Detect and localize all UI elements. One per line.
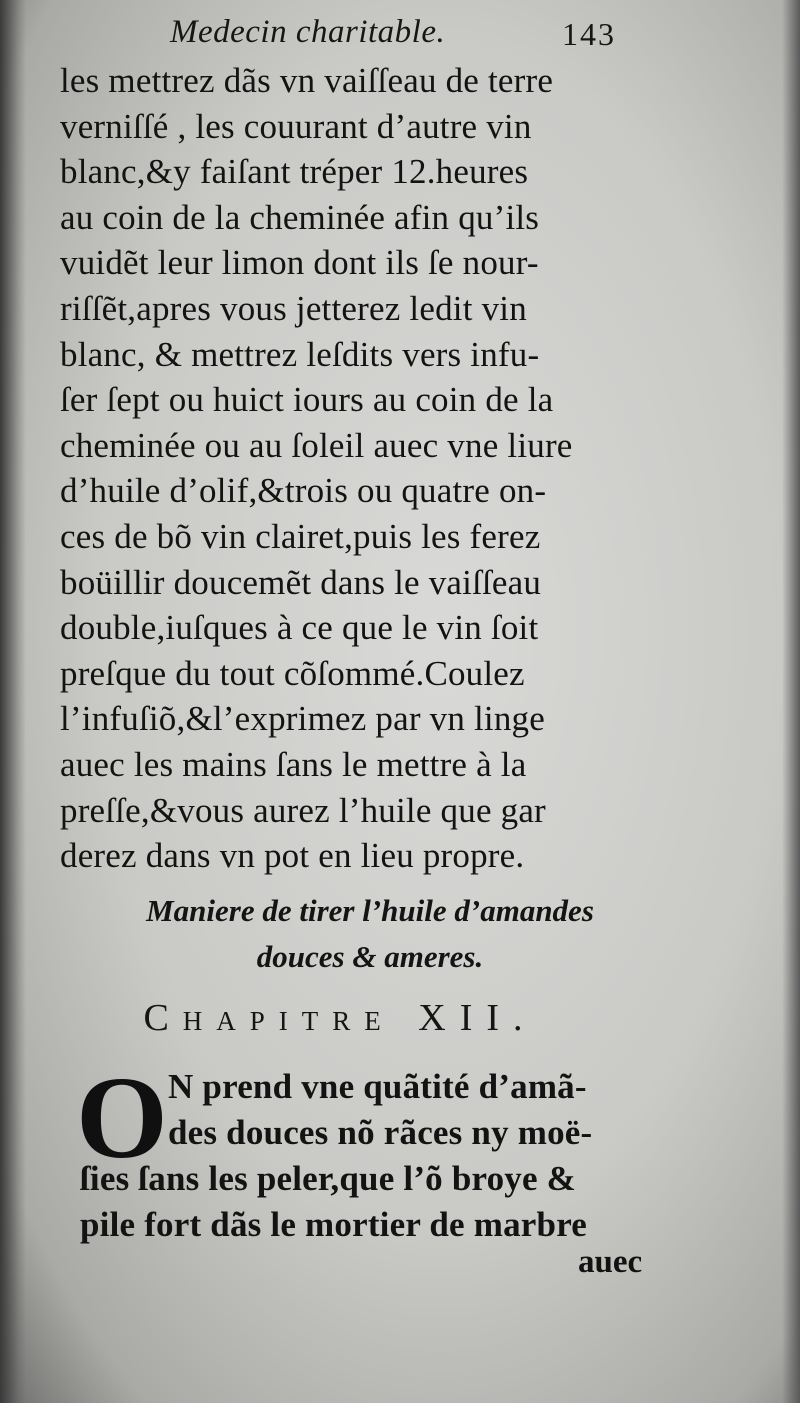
catchword: auec [578, 1244, 643, 1280]
text-line: preſque du tout cõſommé.Coulez [60, 653, 525, 693]
text-line: les mettrez dãs vn vaiſſeau de terre [60, 61, 554, 100]
chapter-number: XII. [418, 997, 537, 1039]
chapter-paragraph-indented [168, 1064, 668, 1155]
text-line: auec les mains ſans le mettre à la [60, 744, 527, 784]
page-edge-shadow [782, 0, 800, 1403]
text-line: blanc, & mettrez leſdits vers infu- [60, 334, 540, 374]
text-line: derez dans vn pot en lieu propre. [60, 836, 525, 876]
drop-cap: O [76, 1052, 168, 1183]
text-line: boüillir doucemẽt dans le vaiſſeau [60, 562, 542, 602]
text-line: au coin de la cheminée afin qu’ils [60, 197, 540, 237]
text-line: verniſſé , les couurant d’autre vin [60, 106, 532, 146]
text-line: pile fort dãs le mortier de marbre [80, 1204, 588, 1244]
page-number: 143 [562, 16, 616, 52]
section-heading-line: douces & ameres. [256, 939, 484, 974]
text-line: vuidẽt leur limon dont ils ſe nour- [60, 243, 539, 283]
text-line: preſſe,&vous aurez l’huile que gar [60, 790, 546, 830]
text-line: l’infuſiõ,&l’exprimez par vn linge [60, 699, 545, 739]
section-heading-line: Maniere de tirer l’huile d’amandes [146, 893, 594, 928]
chapter-paragraph [80, 1156, 670, 1247]
text-line: ſies ſans les peler,que l’õ broye & [80, 1159, 577, 1198]
text-line: blanc,&y faiſant tréper 12.heures [60, 152, 529, 192]
section-heading [60, 888, 680, 980]
text-line: ſer ſept ou huict iours au coin de la [60, 380, 554, 420]
text-line: ces de bõ vin clairet,puis les ferez [60, 516, 541, 556]
text-line: riſſẽt,apres vous jetterez ledit vin [60, 288, 527, 328]
text-line: d’huile d’olif,&trois ou quatre on- [60, 471, 547, 511]
chapter-title [60, 996, 620, 1040]
body-text [60, 58, 660, 879]
text-line: des douces nõ rãces ny moë- [168, 1112, 593, 1152]
text-line: N prend vne quãtité d’amã- [168, 1067, 587, 1106]
text-line: double,iuſques à ce que le vin ſoit [60, 608, 539, 648]
chapter-label: Chapitre [143, 997, 395, 1039]
running-head: Medecin charitable. [170, 14, 446, 50]
text-line: cheminée ou au ſoleil auec vne liure [60, 425, 573, 465]
page-binding-shadow [0, 0, 26, 1403]
